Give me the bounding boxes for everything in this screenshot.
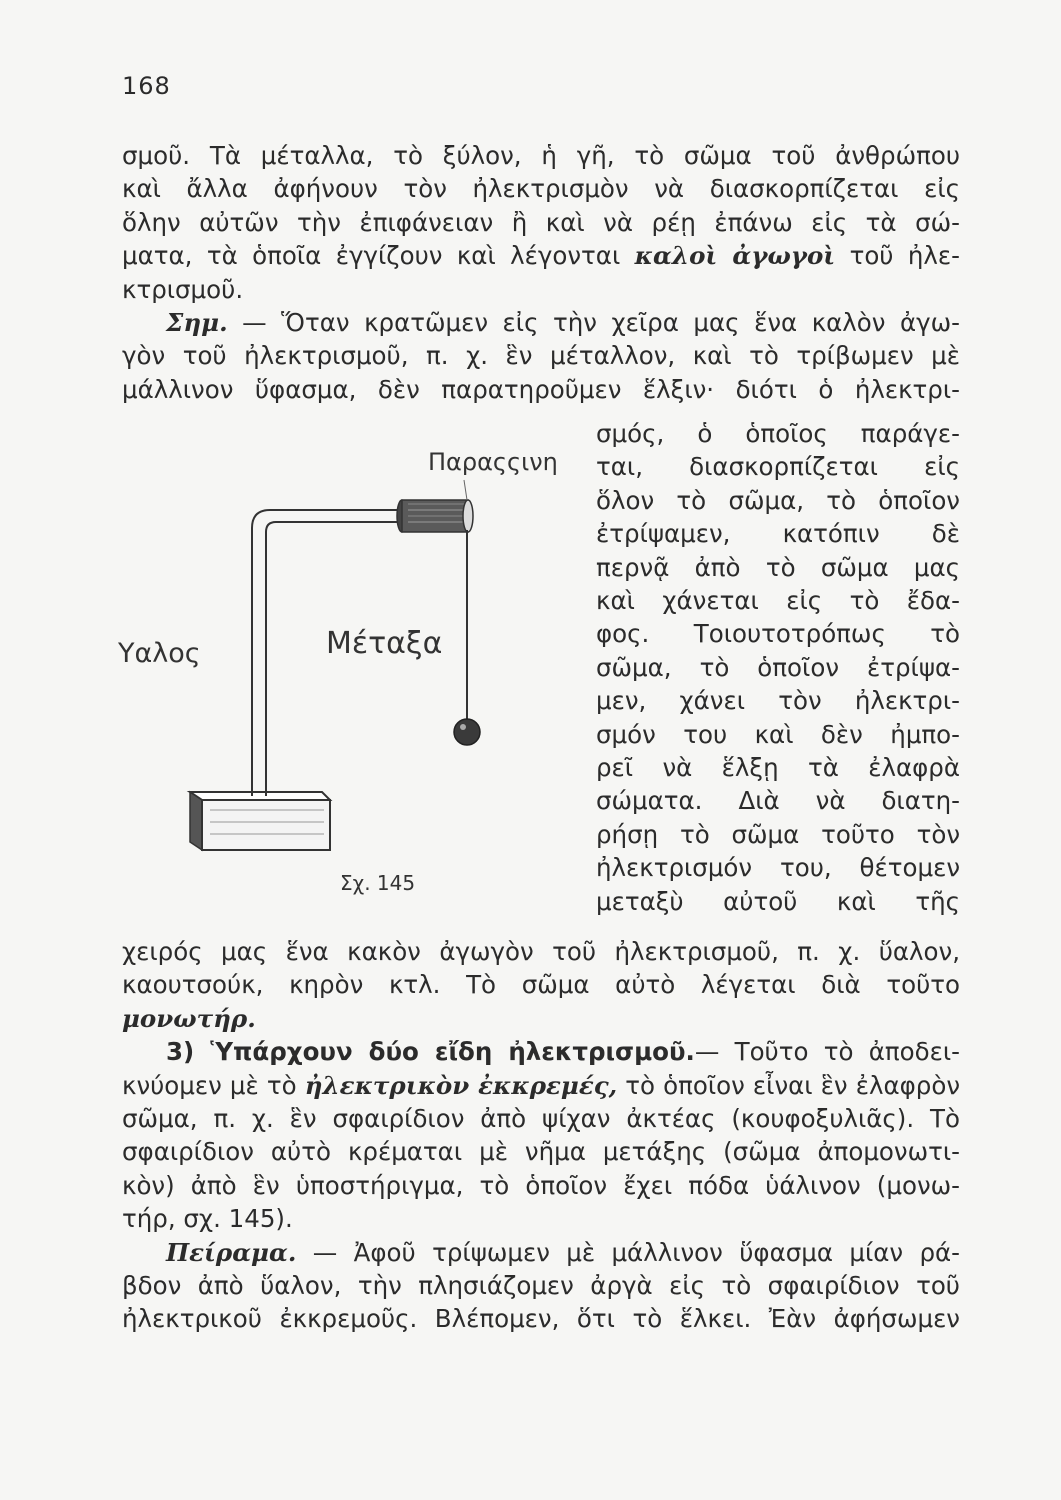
text-line: σμόν του καὶ δὲν ἠμπο- <box>596 719 960 749</box>
figure-caption: Σχ. 145 <box>340 871 416 895</box>
base-side <box>190 792 202 850</box>
text-line: κὸν) ἀπὸ ἓν ὑποστήριγμα, τὸ ὁποῖον ἔχει πόδα ὑάλινον (μονω- <box>122 1170 960 1200</box>
page-number: 168 <box>122 72 171 100</box>
text-line: σφαιρίδιον αὐτὸ κρέμαται μὲ νῆμα μετάξης (σῶμα ἀπομονωτι- <box>122 1137 960 1167</box>
text-line: φος. Τοιουτοτρόπως τὸ <box>596 619 960 649</box>
text-line: περνᾷ ἀπὸ τὸ σῶμα μας <box>596 552 960 582</box>
text-line: ρήσῃ τὸ σῶμα τοῦτο τὸν <box>596 819 960 849</box>
experiment-line: Πείραμα. — Ἀφοῦ τρίψωμεν μὲ μάλλινον ὕφασμα μίαν ρά- <box>166 1237 960 1267</box>
emphasis-term: καλοὶ ἀγωγοὶ <box>634 241 836 271</box>
text-line: σμός, ὁ ὁποῖος παράγε- <box>596 419 960 448</box>
paraffin-right-end <box>463 500 473 532</box>
note-line: Σημ. — Ὅταν κρατῶμεν εἰς τὴν χεῖρα μας ἕνα καλὸν ἀγω- <box>166 308 960 338</box>
text-line: μεταξὺ αὐτοῦ καὶ τῆς <box>596 886 960 916</box>
base-front <box>202 800 330 850</box>
text-line: μάλλινον ὕφασμα, δὲν παρατηροῦμεν ἕλξιν· διότι ὁ ἠλεκτρι- <box>122 374 960 404</box>
text-line: μεν, χάνει τὸν ἠλεκτρι- <box>596 686 960 716</box>
text-line: ἠλεκτρισμόν του, θέτομεν <box>596 853 960 883</box>
text-line: ὅλην αὐτῶν τὴν ἐπιφάνειαν ἢ καὶ νὰ ρέῃ ἐπάνω εἰς τὰ σώ- <box>122 207 960 237</box>
text-line: ἠλεκτρικοῦ ἐκκρεμοῦς. Βλέπομεν, ὅτι τὸ ἕλκει. Ἐὰν ἀφήσωμεν <box>122 1304 960 1334</box>
text-line: σμοῦ. Τὰ μέταλλα, τὸ ξύλον, ἡ γῆ, τὸ σῶμα τοῦ ἀνθρώπου <box>122 141 960 170</box>
note-label: Σημ. <box>166 308 228 338</box>
emphasis-term: μονωτήρ. <box>122 1003 256 1033</box>
text-line: κνύομεν μὲ τὸ ἠλεκτρικὸν ἐκκρεμές, τὸ ὁποῖον εἶναι ἓν ἐλαφρὸν <box>122 1070 960 1100</box>
text-line: καὶ χάνεται εἰς τὸ ἔδα- <box>596 586 960 616</box>
emphasis-term: ἠλεκτρικὸν ἐκκρεμές, <box>304 1070 618 1100</box>
text-line: ματα, τὰ ὁποῖα ἐγγίζουν καὶ λέγονται καλοὶ ἀγωγοὶ τοῦ ἠλε- <box>122 241 961 271</box>
text-line: κτρισμοῦ. <box>122 274 244 304</box>
pith-ball <box>454 719 480 745</box>
base-top <box>190 792 330 800</box>
text-line: ὅλον τὸ σῶμα, τὸ ὁποῖον <box>596 485 960 515</box>
label-paraffin: Παραςςινη <box>428 448 558 476</box>
text-block-top <box>122 139 960 406</box>
text-line: ρεῖ νὰ ἕλξῃ τὰ ἐλαφρὰ <box>596 753 960 783</box>
text-column-narrow <box>596 417 960 918</box>
text-line: χειρός μας ἕνα κακὸν ἀγωγὸν τοῦ ἠλεκτρισμοῦ, π. χ. ὕαλον, <box>122 937 960 966</box>
text-line: ἐτρίψαμεν, κατόπιν δὲ <box>596 519 960 549</box>
text-line: σῶμα, π. χ. ἓν σφαιρίδιον ἀπὸ ψίχαν ἀκτέας (κουφοξυλιᾶς). Τὸ <box>122 1104 960 1134</box>
text-line: τήρ, σχ. 145). <box>122 1204 293 1234</box>
label-silk: Μέταξα <box>326 626 443 661</box>
text-line: καουτσούκ, κηρὸν κτλ. Τὸ σῶμα αὐτὸ λέγεται διὰ τοῦτο <box>122 970 960 1000</box>
text-line: ται, διασκορπίζεται εἰς <box>596 452 960 482</box>
label-glass: Υαλος <box>118 638 201 669</box>
text-line: σώματα. Διὰ νὰ διατη- <box>596 786 960 816</box>
text-block-bottom <box>122 935 960 1336</box>
experiment-label: Πείραμα. <box>166 1237 297 1267</box>
figure-electric-pendulum <box>112 440 592 900</box>
text-line: καὶ ἄλλα ἀφήνουν τὸν ἠλεκτρισμὸν νὰ διασκορπίζεται εἰς <box>122 174 960 204</box>
text-line: γὸν τοῦ ἠλεκτρισμοῦ, π. χ. ἓν μέταλλον, καὶ τὸ τρίβωμεν μὲ <box>122 341 960 371</box>
pendulum-drawing <box>112 440 592 900</box>
text-line: σῶμα, τὸ ὁποῖον ἐτρίψα- <box>596 652 960 682</box>
text-line: βδον ἀπὸ ὕαλον, τὴν πλησιάζομεν ἀργὰ εἰς τὸ σφαιρίδιον τοῦ <box>122 1271 960 1301</box>
section-heading: 3) Ὑπάρχουν δύο εἴδη ἠλεκτρισμοῦ. <box>166 1037 695 1067</box>
section-heading-line: 3) Ὑπάρχουν δύο εἴδη ἠλεκτρισμοῦ.— Τοῦτο τὸ ἀποδει- <box>166 1037 960 1067</box>
